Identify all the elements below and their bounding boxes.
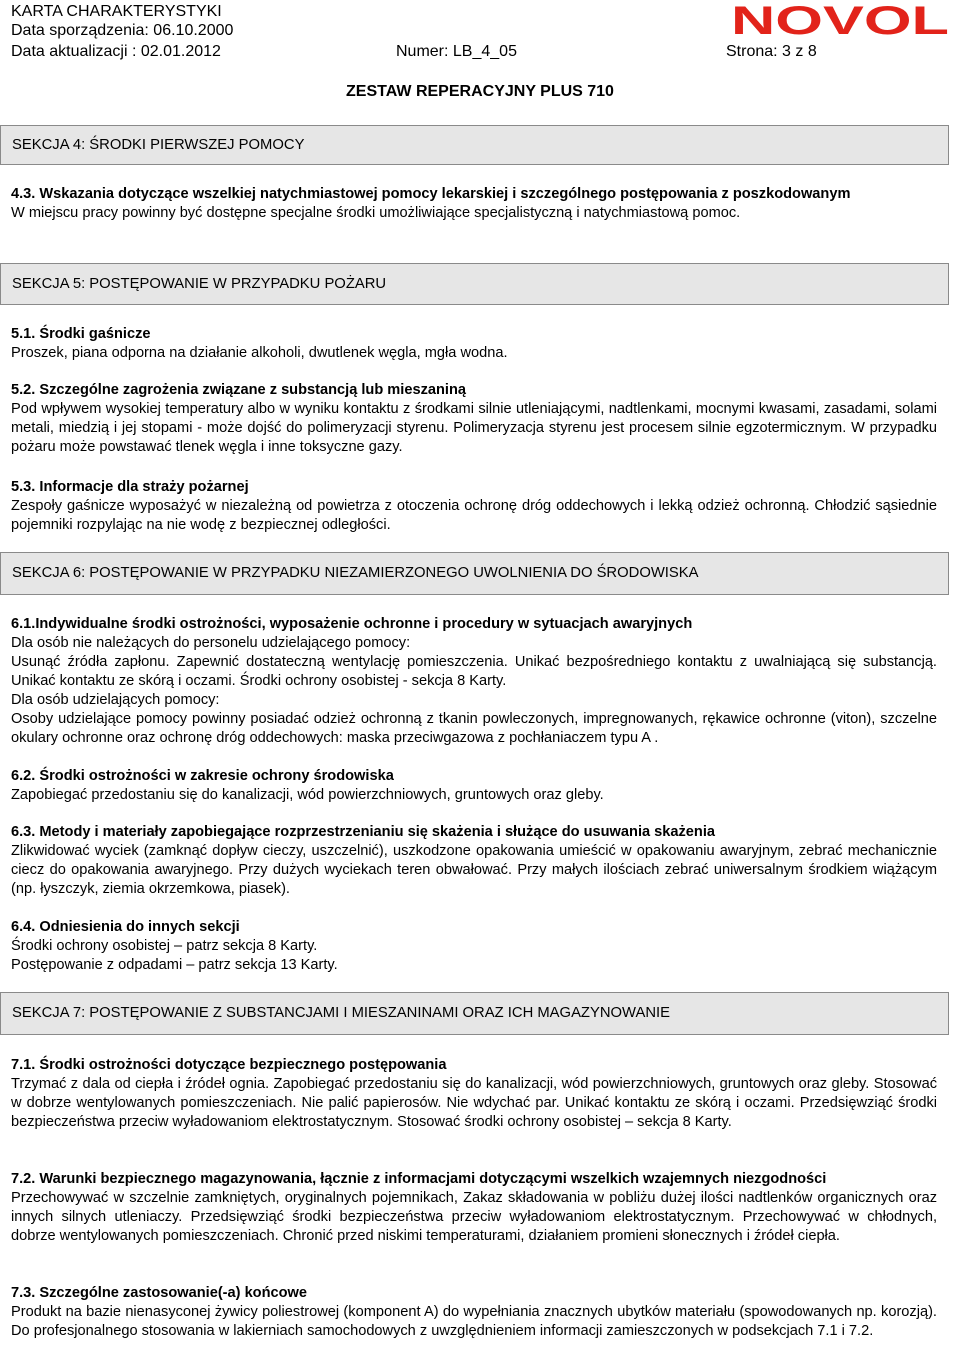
subsection-6-3 xyxy=(11,823,937,899)
section-4-content xyxy=(11,185,937,223)
update-date: Data aktualizacji : 02.01.2012 xyxy=(11,43,221,60)
subsection-6-1-text-b: Usunąć źródła zapłonu. Zapewnić dostateczną wentylację pomieszczenia. Unikać bezpośredniego kontaktu z uwalniającą się substancją. Unikać kontaktu ze skórą i oczami. Środki ochrony osobistej - sekcja 8 Karty. xyxy=(11,654,937,689)
subsection-5-3-heading: 5.3. Informacje dla straży pożarnej xyxy=(11,479,249,495)
section-4-title: SEKCJA 4: ŚRODKI PIERWSZEJ POMOCY xyxy=(12,136,305,153)
page-number: Strona: 3 z 8 xyxy=(726,43,817,60)
subsection-6-2-text: Zapobiegać przedostaniu się do kanalizacji, wód powierzchniowych, gruntowych oraz gleby. xyxy=(11,787,604,803)
section-6-header xyxy=(0,552,949,595)
subsection-6-3-heading: 6.3. Metody i materiały zapobiegające rozprzestrzenianiu się skażenia i służące do usuwania skażenia xyxy=(11,824,716,840)
novol-logo xyxy=(729,2,951,38)
section-5-title: SEKCJA 5: POSTĘPOWANIE W PRZYPADKU POŻARU xyxy=(12,275,387,292)
subsection-7-2-text: Przechowywać w szczelnie zamkniętych, oryginalnych pojemnikach, Zakaz składowania w pobliżu dużej ilości nadtlenków organicznych oraz innych silnych utleniaczy. Przedsięwziąć środki bezpieczeństwa przeciw wyładowaniom elektrostatycznym. Przechowywać w chłodnych, dobrze wentylowanych pomieszczeniach. Chronić przed niskimi temperaturami, działaniem promieni słonecznych i źródeł ciepła. xyxy=(11,1190,937,1244)
subsection-5-1-heading: 5.1. Środki gaśnicze xyxy=(11,326,151,342)
section-6-title: SEKCJA 6: POSTĘPOWANIE W PRZYPADKU NIEZAMIERZONEGO UWOLNIENIA DO ŚRODOWISKA xyxy=(12,565,699,581)
subsection-6-1-heading: 6.1.Indywidualne środki ostrożności, wyposażenie ochronne i procedury w sytuacjach awaryjnych xyxy=(11,616,693,632)
subsection-7-2 xyxy=(11,1170,937,1246)
subsection-7-1 xyxy=(11,1056,937,1132)
section-5-content xyxy=(11,325,937,363)
subsection-4-3-text: W miejscu pracy powinny być dostępne specjalne środki umożliwiające specjalistyczną i natychmiastową pomoc. xyxy=(11,205,741,221)
document-type: KARTA CHARAKTERYSTYKI xyxy=(11,3,222,20)
subsection-6-4-text-b: Postępowanie z odpadami – patrz sekcja 13 Karty. xyxy=(11,957,338,973)
subsection-6-1 xyxy=(11,615,937,748)
subsection-7-2-heading: 7.2. Warunki bezpiecznego magazynowania, łącznie z informacjami dotyczącymi wszelkich wzajemnych niezgodności xyxy=(11,1171,827,1187)
product-name: ZESTAW REPERACYJNY PLUS 710 xyxy=(346,83,614,100)
subsection-5-3-text: Zespoły gaśnicze wyposażyć w niezależną od powietrza z otoczenia ochronę dróg oddechowych i lekką odzież ochronną. Chłodzić sąsiednie pojemniki rozpylając na nie wodę z bezpiecznej odległości. xyxy=(11,498,937,533)
subsection-6-4 xyxy=(11,918,937,975)
subsection-5-2-text: Pod wpływem wysokiej temperatury albo w wyniku kontaktu z środkami silnie utleniającymi, nadtlenkami, mocnymi kwasami, zasadami, solami metali, miedzią i jej stopami - może dojść do polimeryzacji styrenu. Polimeryzacja styrenu jest procesem silnie egzotermicznym. W przypadku pożaru może powstawać tlenek węgla i inne toksyczne gazy. xyxy=(11,401,937,455)
section-4-header xyxy=(0,125,949,165)
header-meta-row xyxy=(11,42,831,61)
section-7-title: SEKCJA 7: POSTĘPOWANIE Z SUBSTANCJAMI I MIESZANINAMI ORAZ ICH MAGAZYNOWANIE xyxy=(12,1005,670,1021)
section-7-header xyxy=(0,992,949,1035)
subsection-6-4-heading: 6.4. Odniesienia do innych sekcji xyxy=(11,919,240,935)
subsection-5-1-text: Proszek, piana odporna na działanie alkoholi, dwutlenek węgla, mgła wodna. xyxy=(11,345,508,361)
subsection-7-1-text: Trzymać z dala od ciepła i źródeł ognia. Zapobiegać przedostaniu się do kanalizacji, wód powierzchniowych, gruntowych oraz gleby. Stosować w dobrze wentylowanych pomieszczeniach. Nie palić papierosów. Nie wdychać par. Unikać kontaktu ze skórą i oczami. Przedsięwziąć środki bezpieczeństwa przeciw wyładowaniom elektrostatycznym. Stosować środki ochrony osobistej – sekcja 8 Karty. xyxy=(11,1076,937,1130)
novol-logo-text: NOVOL xyxy=(731,2,949,38)
subsection-6-4-text-a: Środki ochrony osobistej – patrz sekcja 8 Karty. xyxy=(11,938,318,954)
subsection-5-2 xyxy=(11,381,937,457)
subsection-5-2-heading: 5.2. Szczególne zagrożenia związane z substancją lub mieszaniną xyxy=(11,382,466,398)
subsection-7-3 xyxy=(11,1284,937,1341)
subsection-7-1-heading: 7.1. Środki ostrożności dotyczące bezpiecznego postępowania xyxy=(11,1057,447,1073)
subsection-6-1-text-c: Dla osób udzielających pomocy: xyxy=(11,692,220,708)
subsection-7-3-heading: 7.3. Szczególne zastosowanie(-a) końcowe xyxy=(11,1285,308,1301)
subsection-7-3-text: Produkt na bazie nienasyconej żywicy poliestrowej (komponent A) do wypełniania znacznych ubytków materiału (spowodowanych np. korozją). Do profesjonalnego stosowania w lakierniach samochodowych z uwzględnieniem informacji zamieszczonych w podsekcjach 7.1 i 7.2. xyxy=(11,1304,937,1339)
subsection-6-1-text-d: Osoby udzielające pomocy powinny posiadać odzież ochronną z tkanin powleczonych, impregnowanych, rękawice ochronne (viton), szczelne okulary ochronne oraz ochronę dróg oddechowych: maska przeciwgazowa z pochłaniaczem typu A . xyxy=(11,711,937,746)
section-5-header xyxy=(0,263,949,305)
subsection-6-2 xyxy=(11,767,937,805)
subsection-6-1-text-a: Dla osób nie należących do personelu udzielającego pomocy: xyxy=(11,635,411,651)
creation-date: Data sporządzenia: 06.10.2000 xyxy=(11,22,234,39)
document-header xyxy=(11,2,951,94)
subsection-6-3-text: Zlikwidować wyciek (zamknąć dopływ cieczy, uszczelnić), uszkodzone opakowania umieścić w opakowaniu awaryjnym, zebrać mechanicznie ciecz do opakowania awaryjnego. Przy dużych wyciekach teren obwałować. Przy małych ilościach zebrać uniwersalnym środkiem wiążącym (np. łyszczyk, ziemia okrzemkowa, piasek). xyxy=(11,843,937,897)
subsection-5-3 xyxy=(11,478,937,535)
subsection-6-2-heading: 6.2. Środki ostrożności w zakresie ochrony środowiska xyxy=(11,768,394,784)
subsection-4-3-heading: 4.3. Wskazania dotyczące wszelkiej natychmiastowej pomocy lekarskiej i szczególnego postępowania z poszkodowanym xyxy=(11,186,851,202)
document-number: Numer: LB_4_05 xyxy=(396,43,517,60)
